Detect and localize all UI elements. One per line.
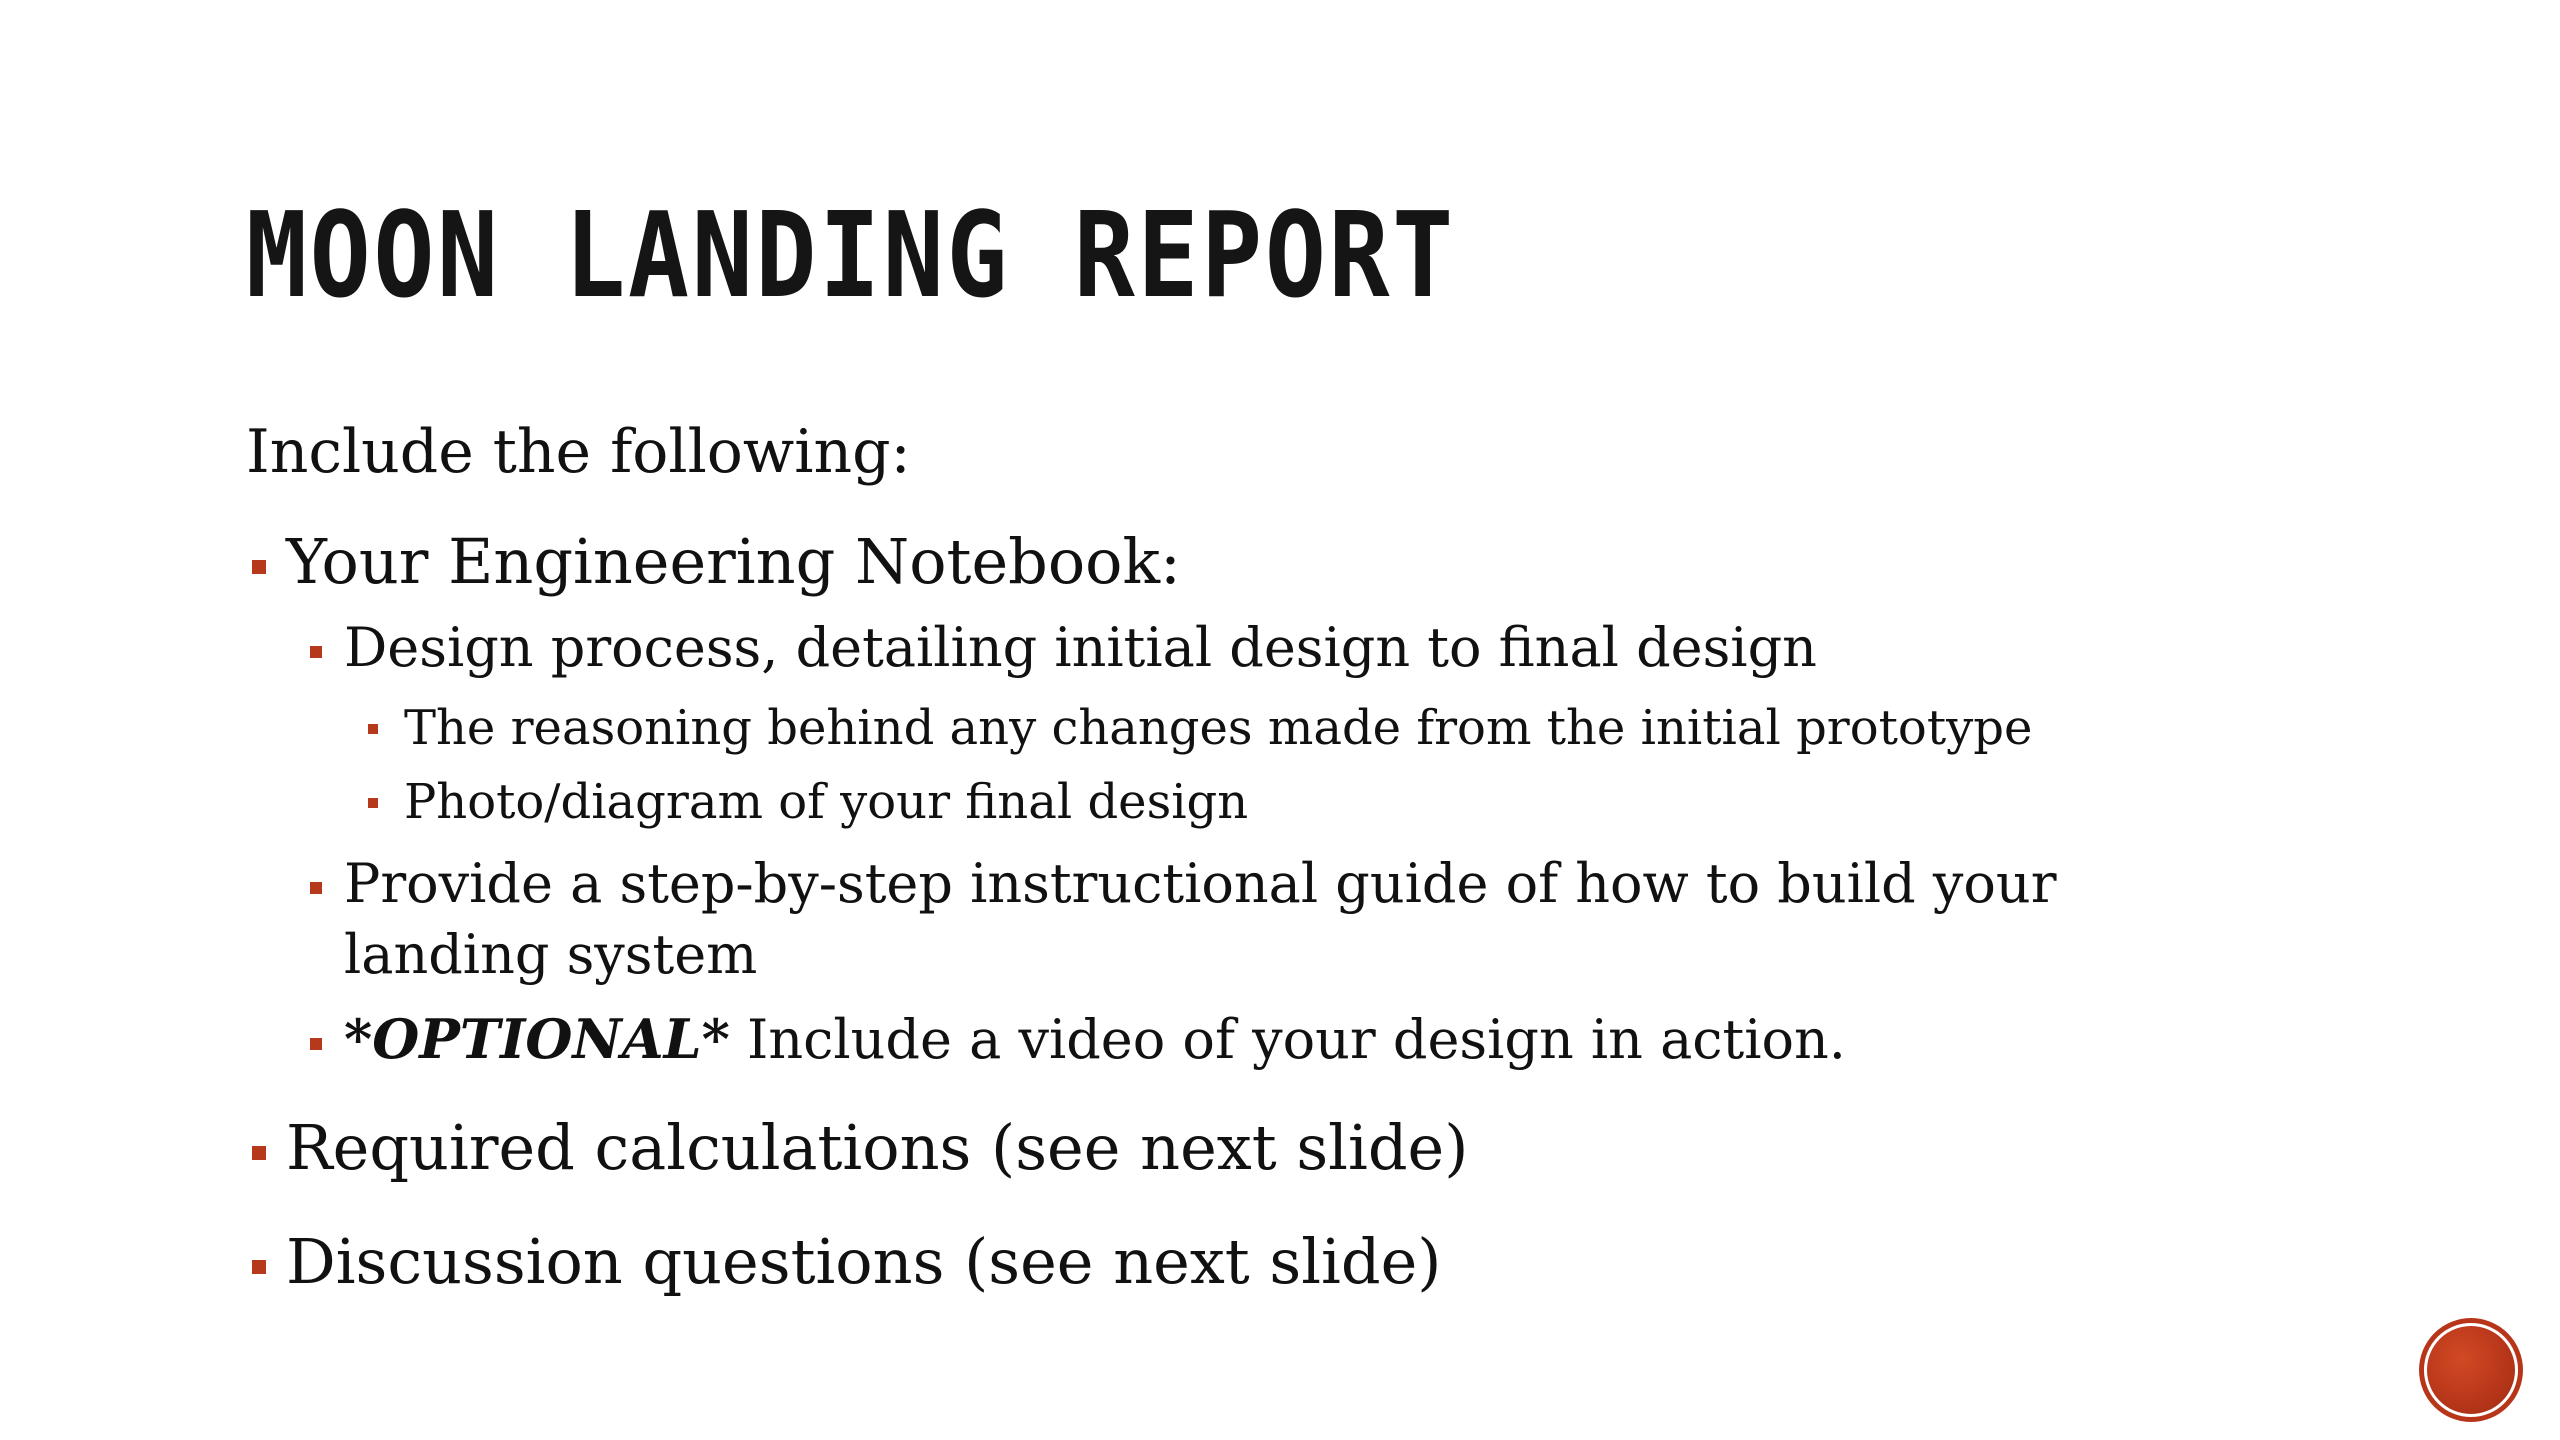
bullet-marker	[368, 798, 378, 808]
bullet-text: The reasoning behind any changes made from the initial prototype	[404, 700, 2033, 756]
bullet-marker	[252, 1146, 266, 1160]
bullet-marker	[252, 560, 266, 574]
slide-corner-circle-icon	[2424, 1323, 2518, 1417]
bullet-text: Photo/diagram of your final design	[404, 774, 1249, 830]
bullet-item-design-process	[344, 612, 1817, 683]
bullet-marker	[252, 1260, 266, 1274]
bullet-item-reasoning	[404, 700, 2032, 758]
bullet-item-discussion-questions	[286, 1226, 1441, 1297]
bullet-text: Your Engineering Notebook:	[286, 525, 1181, 598]
intro-text: Include the following:	[246, 417, 911, 487]
bullet-item-photo-diagram	[404, 774, 1248, 832]
bullet-text-line-1: Provide a step-by-step instructional guide of how to build your	[344, 852, 2057, 915]
bullet-text-line-2: landing system	[344, 923, 758, 987]
bullet-item-instructional-guide	[344, 848, 2057, 991]
bullet-marker	[368, 724, 378, 734]
slide-title: MOON LANDING REPORT	[246, 186, 1456, 324]
bullet-marker	[310, 882, 322, 894]
bullet-item-required-calculations	[286, 1112, 1468, 1183]
bullet-marker	[310, 646, 322, 658]
bullet-item-notebook	[286, 526, 1181, 597]
bullet-text: Discussion questions (see next slide)	[286, 1225, 1442, 1298]
bullet-text: Required calculations (see next slide)	[286, 1111, 1469, 1184]
bullet-text: Include a video of your design in action.	[729, 1008, 1846, 1071]
optional-emphasis: *OPTIONAL*	[344, 1007, 730, 1071]
bullet-item-optional-video	[344, 1004, 1846, 1075]
bullet-marker	[310, 1038, 322, 1050]
bullet-text: Design process, detailing initial design to final design	[344, 616, 1817, 679]
